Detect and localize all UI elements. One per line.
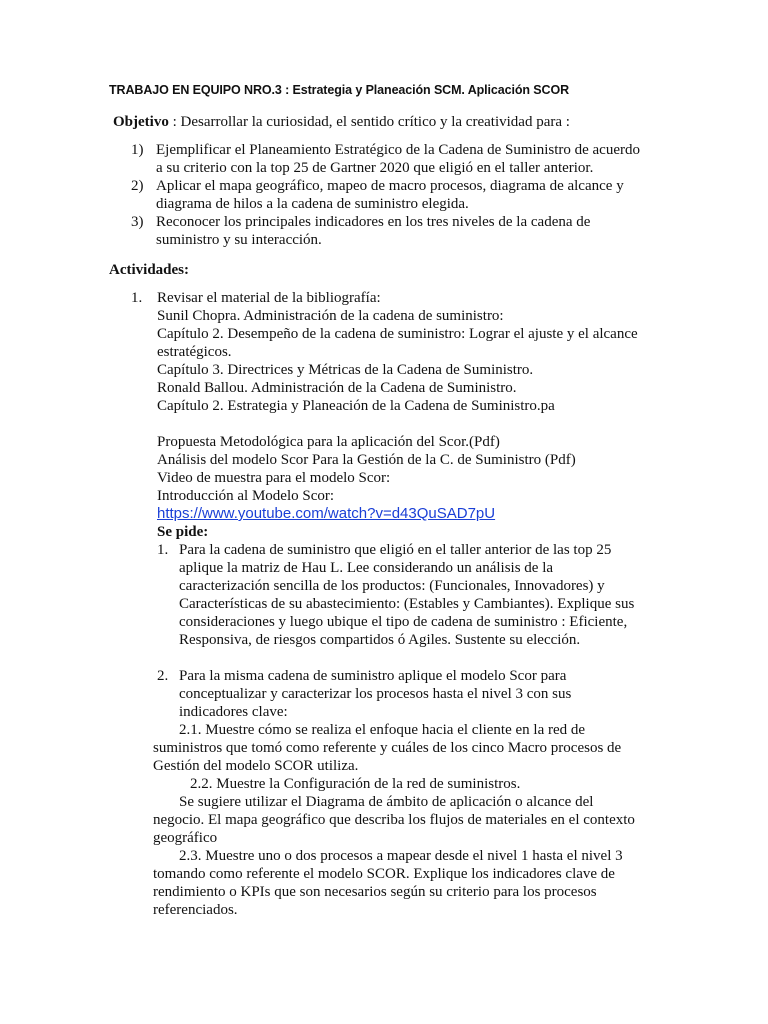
biblio-line-2: Sunil Chopra. Administración de la cadena de suministro: xyxy=(157,308,504,324)
pide-1-line-3: caracterización sencilla de los productos: (Funcionales, Innovadores) y xyxy=(179,578,605,594)
sugiere-line-3: geográfico xyxy=(153,830,218,846)
objetivo-item-3-line-2: suministro y su interacción. xyxy=(156,232,322,248)
biblio-line-1: Revisar el material de la bibliografía: xyxy=(157,290,381,306)
material-line-3: Video de muestra para el modelo Scor: xyxy=(157,470,391,486)
biblio-line-4: estratégicos. xyxy=(157,344,232,360)
pide-2-line-2: conceptualizar y caracterizar los procesos hasta el nivel 3 con sus xyxy=(179,686,572,702)
biblio-line-5: Capítulo 3. Directrices y Métricas de la Cadena de Suministro. xyxy=(157,362,534,378)
sugiere-line-1: Se sugiere utilizar el Diagrama de ámbito de aplicación o alcance del xyxy=(179,794,594,810)
objetivo-item-1-line-2: a su criterio con la top 25 de Gartner 2020 que eligió en el taller anterior. xyxy=(156,160,594,176)
video-link-line xyxy=(157,505,495,523)
objetivo-item-1-num: 1) xyxy=(131,142,144,158)
pide-1-num: 1. xyxy=(157,542,169,558)
sugiere-line-2: negocio. El mapa geográfico que describa los flujos de materiales en el contexto xyxy=(153,812,635,828)
sub-2-1-line-1: 2.1. Muestre cómo se realiza el enfoque hacia el cliente en la red de xyxy=(179,722,586,738)
sub-2-2-line: 2.2. Muestre la Configuración de la red de suministros. xyxy=(190,776,521,792)
biblio-line-6: Ronald Ballou. Administración de la Cadena de Suministro. xyxy=(157,380,517,396)
video-link[interactable]: https://www.youtube.com/watch?v=d43QuSAD7pU xyxy=(157,505,496,522)
objetivo-item-3-num: 3) xyxy=(131,214,144,230)
sub-2-3-line-2: tomando como referente el modelo SCOR. Explique los indicadores clave de xyxy=(153,866,615,882)
pide-1-line-2: aplique la matriz de Hau L. Lee considerando un análisis de la xyxy=(179,560,554,576)
sub-2-3-line-4: referenciados. xyxy=(153,902,238,918)
objetivo-item-2-num: 2) xyxy=(131,178,144,194)
pide-2-num: 2. xyxy=(157,668,169,684)
pide-1-line-5: consideraciones y luego ubique el tipo de cadena de suministro : Eficiente, xyxy=(179,614,628,630)
material-line-1: Propuesta Metodológica para la aplicación del Scor.(Pdf) xyxy=(157,434,500,450)
objetivo-item-1-line-1: Ejemplificar el Planeamiento Estratégico de la Cadena de Suministro de acuerdo xyxy=(156,142,640,158)
objetivo-item-2-line-2: diagrama de hilos a la cadena de suministro elegida. xyxy=(156,196,469,212)
pide-1-line-4: Características de su abastecimiento: (Estables y Cambiantes). Explique sus xyxy=(179,596,635,612)
pide-1-line-6: Responsiva, de riesgos compartidos ó Agiles. Sustente su elección. xyxy=(179,632,581,648)
sub-2-3-line-3: rendimiento o KPIs que son necesarios según su criterio para los procesos xyxy=(153,884,597,900)
material-line-2: Análisis del modelo Scor Para la Gestión de la C. de Suministro (Pdf) xyxy=(157,452,576,468)
biblio-line-3: Capítulo 2. Desempeño de la cadena de suministro: Lograr el ajuste y el alcance xyxy=(157,326,638,342)
pide-2-line-1: Para la misma cadena de suministro aplique el modelo Scor para xyxy=(179,668,567,684)
sub-2-3-line-1: 2.3. Muestre uno o dos procesos a mapear desde el nivel 1 hasta el nivel 3 xyxy=(179,848,623,864)
se-pide-heading: Se pide: xyxy=(157,524,209,540)
objetivo-item-3-line-1: Reconocer los principales indicadores en los tres niveles de la cadena de xyxy=(156,214,591,230)
objetivo-text: : Desarrollar la curiosidad, el sentido crítico y la creatividad para : xyxy=(168,114,570,130)
sub-2-1-line-2: suministros que tomó como referente y cuáles de los cinco Macro procesos de xyxy=(153,740,622,756)
objetivo-label: Objetivo xyxy=(113,114,169,130)
objetivo-item-2-line-1: Aplicar el mapa geográfico, mapeo de macro procesos, diagrama de alcance y xyxy=(156,178,624,194)
page-title: TRABAJO EN EQUIPO NRO.3 : Estrategia y Planeación SCM. Aplicación SCOR xyxy=(109,83,569,97)
pide-1-line-1: Para la cadena de suministro que eligió en el taller anterior de las top 25 xyxy=(179,542,612,558)
material-line-4: Introducción al Modelo Scor: xyxy=(157,488,335,504)
pide-2-line-3: indicadores clave: xyxy=(179,704,288,720)
actividades-heading: Actividades: xyxy=(109,262,189,278)
sub-2-1-line-3: Gestión del modelo SCOR utiliza. xyxy=(153,758,359,774)
actividad-1-num: 1. xyxy=(131,290,143,306)
objetivo-line xyxy=(113,113,570,131)
biblio-line-7: Capítulo 2. Estrategia y Planeación de la Cadena de Suministro.pa xyxy=(157,398,555,414)
